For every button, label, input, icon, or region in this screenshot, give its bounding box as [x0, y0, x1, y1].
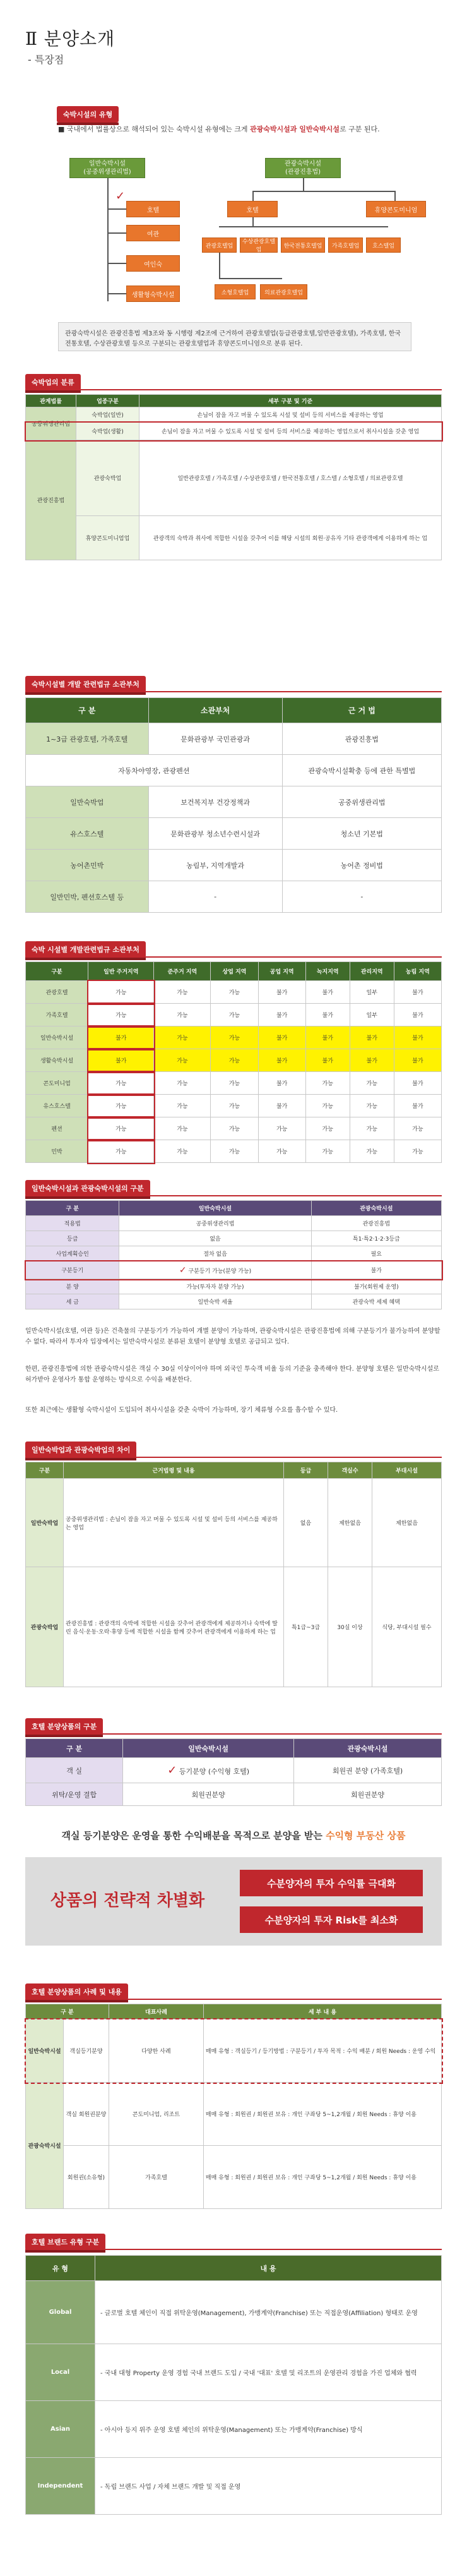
cases-table: 구 분 대표사례 세 부 내 용 일반숙박시설 객실등기분양 다양한 사례 매매 유형 : 객실등기 / 등기방법 : 구분등기 / 투자 목적 : 수익 배분 / 회원 Needs : 운영 수익 관광숙박시설 객실 회원권분양 콘도미니엄, 리조트 매매 유형 : 회원권 / 회원권 보유 : 개인 구좌당 5~1,2개월 / 회원 Needs : 휴양 이용 회원권(소유형) 가족호텔 매매 유형 : 회원권 / 회원권 보유 : 개인 구좌당 5~1,2개월 / 회원 Needs : 휴양 이용: [25, 2004, 442, 2209]
strategy-title: 상품의 전략적 차별화: [50, 1891, 205, 1910]
left-item-yeogwan: 여관: [126, 225, 180, 241]
zoning-table: 구분 일반 주거지역 준주거 지역 상업 지역 공업 지역 녹지지역 관리지역 농림 지역 관광호텔 가능 가능 가능 불가 불가 일부 불가 가족호텔 가능 가능 가능 불가 불가 일부 불가 일반숙박시설 불가 가능 가능 불가 불가 불가 불가 생활숙박시설 불가 가능 가능 불가 불가 불가 불가 콘도미니엄 가능 가능 가능 불가 가능 가능 불가 유스호스텔 가능 가능 가능 불가 가능 가능 불가 펜션 가능 가능 가능 가능 가능 가능 가능 민박 가능 가능 가능 가능 가능 가능 가능: [25, 961, 442, 1163]
right-l3-family-hotel: 가족호텔업: [328, 238, 363, 253]
distinction-paragraph-2: 한편, 관광진흥법에 의한 관광숙박시설은 객실 수 30실 이상이어야 하며 외국인 투숙객 비율 등의 기준을 충족해야 한다. 분양형 호텔은 일반숙박시설로 허가받아 운영사가 통합 운영하는 방식으로 수익을 배분한다.: [25, 1366, 439, 1383]
right-l4-small-hotel: 소형호텔업: [215, 284, 256, 299]
right-l3-traditional-hotel: 한국전통호텔업: [281, 238, 325, 253]
laws-table: 구 분 소관부처 근 거 법 1~3급 관광호텔, 가족호텔 문화관광부 국민관광과 관광진흥법 자동차야영장, 관광펜션 관광숙박시설확충 등에 관한 특별법 일반숙박업 보건복지부 건강정책과 공중위생관리법 유스호스텔 문화관광부 청소년수련시설과 청소년 기본법 농어촌민박 농림부, 지역개발과 농어촌 정비법 일반민박, 펜션호스텔 등 - -: [25, 697, 442, 913]
section-tag-zoning: 숙박 시설별 개발관련법규 소관부처: [25, 941, 146, 958]
brands-table: 유 형 내 용 Global - 글로벌 호텔 체인이 직접 위탁운영(Management), 가맹계약(Franchise) 또는 직접운영(Affiliation) 형태로 운영 Local - 국내 대형 Property 운영 경험 국내 브랜드 도입 / 국내 '대표' 호텔 및 리조트의 운영관리 경험을 가진 업체와 협력 Asian - 아시아 등지 위주 운영 호텔 체인의 위탁운영(Management) 또는 가맹계약(Franchise) 방식 Independent - 독립 브랜드 사업 / 자체 브랜드 개발 및 직접 운영: [25, 2255, 442, 2515]
section-tag-products: 호텔 분양상품의 구분: [25, 1718, 103, 1735]
right-l3-hostel: 호스텔업: [366, 238, 401, 253]
products-table: 구 분 일반숙박시설 관광숙박시설 객 실 ✓ 등기분양 (수익형 호텔) 회원권 분양 (가족호텔) 위탁/운영 결합 회원권분양 회원권분양: [25, 1738, 442, 1806]
strategy-point-2: 수분양자의 투자 Risk를 최소화: [240, 1906, 423, 1933]
products-headline: 객실 등기분양은 운영을 통한 수익배분을 목적으로 분양을 받는 수익형 부동산 상품: [61, 1830, 406, 1841]
difference-table: 구분 근거법령 및 내용 등급 객실수 부대시설 일반숙박업 공중위생관리법 : 손님이 잠을 자고 머물 수 있도록 시설 및 설비 등의 서비스를 제공하는 영업 없음 제한없음 제한없음 관광숙박업 관광진흥법 : 관광객의 숙박에 적합한 시설을 갖추어 관광객에게 제공하거나 숙박에 딸린 음식·운동·오락·휴양 등에 적합한 시설을 함께 갖추어 관광객에게 이용하게 하는 업 특1급~3급 30실 이상 식당, 부대시설 필수: [25, 1462, 442, 1687]
distinction-table: 구 분 일반숙박시설 관광숙박시설 적용법 공중위생관리법 관광진흥법 등급 없음 특1·특2·1·2·3등급 사업계획승인 절차 없음 필요 구분등기 ✓ 구분등기 가능(분양 가능) 불가 분 양 가능(투자자 분양 가능) 불가(회원제 운영) 세 금 일반숙박 세율 관광숙박 세제 혜택: [25, 1200, 442, 1309]
general-lodging-root: 일반숙박시설 (공중위생관리법): [69, 158, 145, 178]
intro-bullet: ■ 국내에서 법률상으로 해석되어 있는 숙박시설 유형에는 크게 관광숙박시설과 일반숙박시설로 구분 된다.: [58, 125, 380, 133]
right-l2-condo: 휴양콘도미니엄: [366, 201, 426, 217]
strategy-point-1: 수분양자의 투자 수익률 극대화: [240, 1870, 423, 1896]
check-mark-icon: ✓: [179, 1265, 187, 1275]
left-item-yeoinsuk: 여인숙: [126, 255, 180, 272]
check-mark-icon: ✓: [115, 190, 126, 203]
section-tag-laws: 숙박시설별 개발 관련법규 소관부처: [25, 676, 146, 692]
classification-table: 관계법률 업종구분 세부 구분 및 기준 공중위생관리법 숙박업(일반) 손님이 잠을 자고 머물 수 있도록 시설 및 설비 등의 서비스를 제공하는 영업 숙박업(생활) 손님이 잠을 자고 머물 수 있도록 시설 및 설비 등의 서비스를 제공하는 영업으로서 취사시설을 갖춘 영업 관광진흥법 관광숙박업 일반관광호텔 / 가족호텔 / 수상관광호텔 / 한국전통호텔 / 호스텔 / 소형호텔 / 의료관광호텔 휴양콘도미니엄업 관광객의 숙박과 취사에 적합한 시설을 갖추어 이를 해당 시설의 회원·공유자 기타 관광객에게 이용하게 하는 업: [25, 394, 442, 560]
page-title: Ⅱ 분양소개: [25, 28, 115, 49]
section-tag-brands: 호텔 브랜드 유형 구분: [25, 2234, 105, 2250]
page-subtitle: - 특장점: [28, 54, 64, 66]
distinction-paragraph-1: 일반숙박시설(호텔, 여관 등)은 건축물의 구분등기가 가능하여 개별 분양이 가능하며, 관광숙박시설은 관광진흥법에 의해 구분등기가 불가능하여 분양할 수 없다. 따라서 투자자 입장에서는 일반숙박시설로 분류된 호텔이 분양형 호텔로 공급되고 있다.: [25, 1328, 440, 1345]
section-tag-classification: 숙박업의 분류: [25, 374, 81, 390]
section-tag-distinction: 일반숙박시설과 관광숙박시설의 구분: [25, 1180, 150, 1196]
section-tag-cases: 호텔 분양상품의 사례 및 내용: [25, 1983, 128, 2000]
tourist-lodging-root: 관광숙박시설 (관광진흥법): [265, 158, 341, 178]
right-l3-tourist-hotel: 관광호텔업: [202, 238, 237, 253]
right-l3-water-hotel: 수상관광호텔업: [240, 238, 278, 253]
distinction-paragraph-3: 또한 최근에는 생활형 숙박시설이 도입되어 취사시설을 갖춘 숙박이 가능하며, 장기 체류형 수요를 흡수할 수 있다.: [25, 1407, 338, 1414]
right-l2-hotel: 호텔: [227, 201, 278, 217]
section-tag-difference: 일반숙박업과 관광숙박업의 차이: [25, 1441, 136, 1458]
left-item-residence: 생활형숙박시설: [126, 286, 180, 302]
section-tag-accommodation-types: 숙박시설의 유형: [57, 106, 119, 123]
check-mark-icon: ✓: [167, 1764, 177, 1777]
right-l4-medical-hotel: 의료관광호텔업: [260, 284, 307, 299]
tourist-lodging-note: 관광숙박시설은 관광진흥법 제3조와 동 시행령 제2조에 근거하여 관광호텔업(등급관광호텔,일반관광호텔), 가족호텔, 한국전통호텔, 수상관광호텔 등으로 구분되는 관광호텔업과 휴양콘도미니엄으로 분류 된다.: [58, 322, 411, 351]
left-item-hotel: 호텔: [126, 201, 180, 217]
